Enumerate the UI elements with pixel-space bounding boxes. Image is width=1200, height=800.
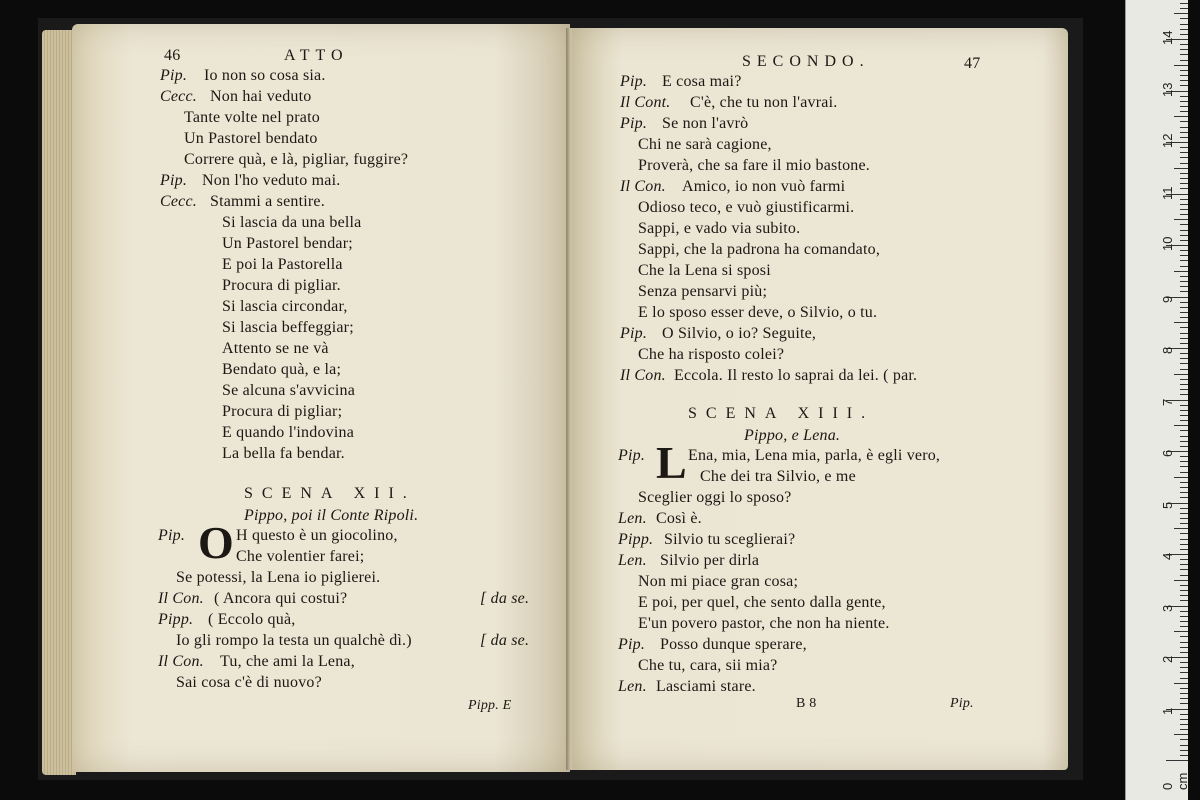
ruler-number: 7 (1160, 398, 1175, 406)
ruler-tick (1180, 420, 1188, 421)
ruler-number: 14 (1160, 30, 1175, 45)
ruler-tick (1180, 647, 1188, 648)
ruler-tick (1180, 611, 1188, 612)
verse-line: Tu, che ami la Lena, (220, 653, 355, 670)
right-page (572, 28, 1068, 770)
ruler-tick (1180, 54, 1188, 55)
ruler-tick (1180, 533, 1188, 534)
ruler-tick (1180, 106, 1188, 107)
speaker-tag: Pip. (160, 67, 188, 84)
verse-line: E quando l'indovina (222, 424, 354, 441)
ruler-number: 9 (1160, 295, 1175, 303)
ruler-tick (1180, 585, 1188, 586)
verse-line: Si lascia beffeggiar; (222, 319, 354, 336)
stage-direction: [ da se. (480, 590, 530, 607)
verse-line: Così è. (656, 510, 702, 527)
ruler-tick (1180, 230, 1188, 231)
verse-line: Che la Lena si sposi (638, 262, 771, 279)
ruler-tick (1180, 276, 1188, 277)
ruler-tick (1180, 523, 1188, 524)
ruler-tick (1174, 219, 1188, 220)
ruler-tick (1180, 152, 1188, 153)
verse-line: Amico, io non vuò farmi (682, 178, 846, 195)
ruler-tick (1180, 302, 1188, 303)
ruler-tick (1180, 672, 1188, 673)
verse-line: Eccola. Il resto lo saprai da lei. ( par. (674, 367, 918, 384)
ruler-number: 11 (1160, 186, 1175, 200)
ruler-tick (1180, 472, 1188, 473)
ruler-tick (1180, 384, 1188, 385)
ruler-number: 10 (1160, 236, 1175, 251)
signature-mark: B 8 (796, 696, 817, 711)
ruler-tick (1180, 127, 1188, 128)
ruler-tick (1180, 111, 1188, 112)
right-running-header: SECONDO. (742, 53, 870, 70)
ruler-number: 5 (1160, 501, 1175, 509)
ruler-tick (1180, 461, 1188, 462)
verse-line: Non l'ho veduto mai. (202, 172, 341, 189)
stage-direction: [ da se. (480, 632, 530, 649)
verse-line: Silvio tu sceglierai? (664, 531, 796, 548)
ruler-tick (1174, 477, 1188, 478)
ruler-tick (1180, 178, 1188, 179)
ruler-tick (1180, 405, 1188, 406)
ruler-tick (1180, 430, 1188, 431)
ruler-tick (1180, 121, 1188, 122)
ruler-tick (1180, 235, 1188, 236)
verse-line: Senza pensarvi più; (638, 283, 768, 300)
verse-line: Stammi a sentire. (210, 193, 325, 210)
ruler-tick (1180, 714, 1188, 715)
verse-line: Che dei tra Silvio, e me (700, 468, 856, 485)
verse-line: Si lascia circondar, (222, 298, 348, 315)
verse-line: Si lascia da una bella (222, 214, 362, 231)
ruler-number: 6 (1160, 449, 1175, 457)
measuring-ruler (1125, 0, 1188, 800)
catchword: Pip. (950, 696, 974, 711)
ruler-tick (1180, 8, 1188, 9)
scene-subtitle: Pippo, e Lena. (744, 427, 841, 444)
ruler-tick (1180, 358, 1188, 359)
speaker-tag: Pip. (160, 172, 188, 189)
scene-title: SCENA XII. (244, 485, 416, 502)
ruler-tick (1180, 132, 1188, 133)
ruler-tick (1174, 374, 1188, 375)
ruler-tick (1180, 487, 1188, 488)
ruler-tick (1180, 636, 1188, 637)
ruler-tick (1180, 626, 1188, 627)
ruler-tick (1180, 590, 1188, 591)
verse-line: Attento se ne và (222, 340, 329, 357)
ruler-tick (1180, 724, 1188, 725)
ruler-tick (1180, 266, 1188, 267)
ruler-tick (1180, 18, 1188, 19)
ruler-tick (1180, 80, 1188, 81)
ruler-tick (1180, 492, 1188, 493)
ruler-tick (1180, 29, 1188, 30)
ruler-tick (1180, 600, 1188, 601)
ruler-tick (1180, 188, 1188, 189)
speaker-tag: Pipp. (158, 611, 194, 628)
ruler-tick (1180, 518, 1188, 519)
page-edges (42, 30, 76, 775)
verse-line: E cosa mai? (662, 73, 742, 90)
ruler-tick (1174, 65, 1188, 66)
ruler-tick (1180, 513, 1188, 514)
ruler-tick (1180, 250, 1188, 251)
verse-line: Sappi, che la padrona ha comandato, (638, 241, 881, 258)
ruler-tick (1180, 436, 1188, 437)
verse-line: Ena, mia, Lena mia, parla, è egli vero, (688, 447, 941, 464)
verse-line: ( Ancora qui costui? (214, 590, 348, 607)
ruler-tick (1180, 286, 1188, 287)
ruler-tick (1180, 199, 1188, 200)
ruler-tick (1180, 544, 1188, 545)
ruler-tick (1180, 652, 1188, 653)
ruler-tick (1180, 96, 1188, 97)
speaker-tag: Len. (618, 552, 647, 569)
ruler-tick (1166, 760, 1188, 761)
speaker-tag: Il Con. (158, 653, 204, 670)
ruler-tick (1180, 739, 1188, 740)
ruler-tick (1180, 312, 1188, 313)
verse-line: Silvio per dirla (660, 552, 760, 569)
verse-line: Procura di pigliar. (222, 277, 341, 294)
ruler-tick (1180, 34, 1188, 35)
verse-line: Sai cosa c'è di nuovo? (176, 674, 322, 691)
verse-line: Posso dunque sperare, (660, 636, 807, 653)
ruler-tick (1180, 693, 1188, 694)
ruler-tick (1180, 147, 1188, 148)
ruler-tick (1174, 168, 1188, 169)
ruler-tick (1180, 204, 1188, 205)
ruler-tick (1180, 307, 1188, 308)
speaker-tag: Pip. (158, 527, 186, 544)
ruler-unit-label: 0 cm (1160, 772, 1190, 790)
ruler-tick (1180, 482, 1188, 483)
ruler-tick (1180, 745, 1188, 746)
verse-line: Lasciami stare. (656, 678, 756, 695)
ruler-tick (1180, 539, 1188, 540)
ruler-tick (1180, 497, 1188, 498)
ruler-tick (1174, 580, 1188, 581)
verse-line: Procura di pigliar; (222, 403, 343, 420)
verse-line: Proverà, che sa fare il mio bastone. (638, 157, 871, 174)
verse-line: Che ha risposto colei? (638, 346, 785, 363)
speaker-tag: Len. (618, 678, 647, 695)
speaker-tag: Pip. (620, 115, 648, 132)
verse-line: ( Eccolo quà, (208, 611, 296, 628)
ruler-tick (1180, 240, 1188, 241)
ruler-tick (1180, 44, 1188, 45)
ruler-tick (1180, 750, 1188, 751)
ruler-tick (1180, 379, 1188, 380)
ruler-tick (1180, 224, 1188, 225)
verse-line: Se potessi, la Lena io piglierei. (176, 569, 381, 586)
speaker-tag: Il Con. (620, 178, 666, 195)
verse-line: Sappi, e vado via subito. (638, 220, 801, 237)
ruler-tick (1180, 662, 1188, 663)
ruler-tick (1180, 70, 1188, 71)
ruler-tick (1180, 466, 1188, 467)
ruler-number: 4 (1160, 552, 1175, 560)
left-page-number: 46 (164, 47, 181, 64)
ruler-tick (1180, 394, 1188, 395)
speaker-tag: Cecc. (160, 193, 197, 210)
ruler-tick (1174, 425, 1188, 426)
ruler-tick (1180, 317, 1188, 318)
verse-line: Sceglier oggi lo sposo? (638, 489, 792, 506)
ruler-tick (1180, 446, 1188, 447)
drop-cap: O (198, 517, 234, 568)
ruler-tick (1180, 291, 1188, 292)
verse-line: Tante volte nel prato (184, 109, 320, 126)
verse-line: E poi, per quel, che sento dalla gente, (638, 594, 886, 611)
verse-line: Non mi piace gran cosa; (638, 573, 799, 590)
verse-line: Non hai veduto (210, 88, 312, 105)
ruler-tick (1180, 363, 1188, 364)
ruler-tick (1180, 569, 1188, 570)
ruler-number: 12 (1160, 133, 1175, 148)
ruler-number: 3 (1160, 604, 1175, 612)
ruler-tick (1174, 528, 1188, 529)
ruler-tick (1180, 49, 1188, 50)
ruler-tick (1180, 60, 1188, 61)
ruler-tick (1180, 183, 1188, 184)
ruler-tick (1180, 343, 1188, 344)
speaker-tag: Pip. (620, 325, 648, 342)
verse-line: C'è, che tu non l'avrai. (690, 94, 838, 111)
drop-cap: L (656, 437, 687, 488)
ruler-tick (1180, 549, 1188, 550)
verse-line: La bella fa bendar. (222, 445, 345, 462)
ruler-tick (1180, 456, 1188, 457)
ruler-tick (1180, 85, 1188, 86)
verse-line: Se non l'avrò (662, 115, 749, 132)
ruler-tick (1180, 729, 1188, 730)
ruler-tick (1174, 734, 1188, 735)
ruler-tick (1180, 667, 1188, 668)
scene-title: SCENA XIII. (688, 405, 875, 422)
speaker-tag: Len. (618, 510, 647, 527)
verse-line: Io non so cosa sia. (204, 67, 326, 84)
verse-line: Chi ne sarà cagione, (638, 136, 772, 153)
verse-line: Un Pastorel bendar; (222, 235, 353, 252)
verse-line: H questo è un giocolino, (236, 527, 398, 544)
ruler-tick (1180, 595, 1188, 596)
right-page-number: 47 (964, 55, 981, 72)
ruler-tick (1180, 678, 1188, 679)
ruler-tick (1180, 209, 1188, 210)
ruler-tick (1180, 575, 1188, 576)
verse-line: Un Pastorel bendato (184, 130, 318, 147)
verse-line: Io gli rompo la testa un qualchè dì.) (176, 632, 412, 649)
ruler-tick (1180, 75, 1188, 76)
scene-subtitle: Pippo, poi il Conte Ripoli. (244, 507, 419, 524)
ruler-tick (1180, 281, 1188, 282)
ruler-tick (1180, 688, 1188, 689)
ruler-tick (1180, 415, 1188, 416)
ruler-tick (1180, 327, 1188, 328)
ruler-number: 13 (1160, 82, 1175, 97)
catchword: Pipp. E (468, 698, 512, 713)
ruler-tick (1174, 271, 1188, 272)
ruler-tick (1180, 3, 1188, 4)
ruler-tick (1180, 755, 1188, 756)
speaker-tag: Cecc. (160, 88, 197, 105)
ruler-tick (1180, 338, 1188, 339)
verse-line: O Silvio, o io? Seguite, (662, 325, 817, 342)
ruler-tick (1180, 616, 1188, 617)
ruler-number: 2 (1160, 655, 1175, 663)
ruler-number: 8 (1160, 346, 1175, 354)
verse-line: E lo sposo esser deve, o Silvio, o tu. (638, 304, 878, 321)
left-page (72, 24, 570, 772)
speaker-tag: Pip. (618, 636, 646, 653)
verse-line: Odioso teco, e vuò giustificarmi. (638, 199, 855, 216)
ruler-tick (1180, 410, 1188, 411)
speaker-tag: Il Con. (620, 367, 666, 384)
verse-line: Che tu, cara, sii mia? (638, 657, 778, 674)
ruler-tick (1180, 441, 1188, 442)
ruler-tick (1174, 631, 1188, 632)
ruler-tick (1174, 322, 1188, 323)
ruler-tick (1180, 564, 1188, 565)
verse-line: E poi la Pastorella (222, 256, 343, 273)
speaker-tag: Pipp. (618, 531, 654, 548)
verse-line: E'un povero pastor, che non ha niente. (638, 615, 890, 632)
ruler-tick (1180, 163, 1188, 164)
ruler-tick (1180, 621, 1188, 622)
ruler-tick (1180, 389, 1188, 390)
ruler-tick (1174, 13, 1188, 14)
ruler-tick (1180, 255, 1188, 256)
ruler-tick (1180, 698, 1188, 699)
speaker-tag: Il Con. (158, 590, 204, 607)
ruler-tick (1180, 703, 1188, 704)
speaker-tag: Il Cont. (620, 94, 671, 111)
ruler-tick (1180, 369, 1188, 370)
ruler-tick (1174, 683, 1188, 684)
speaker-tag: Pip. (618, 447, 646, 464)
ruler-tick (1180, 508, 1188, 509)
ruler-tick (1180, 214, 1188, 215)
ruler-tick (1180, 719, 1188, 720)
ruler-tick (1180, 157, 1188, 158)
verse-line: Correre quà, e là, pigliar, fuggire? (184, 151, 409, 168)
ruler-tick (1180, 260, 1188, 261)
ruler-number: 1 (1160, 707, 1175, 715)
ruler-tick (1180, 101, 1188, 102)
ruler-tick (1180, 24, 1188, 25)
left-running-header: ATTO (284, 47, 349, 64)
ruler-tick (1174, 116, 1188, 117)
ruler-tick (1180, 333, 1188, 334)
verse-line: Bendato quà, e la; (222, 361, 342, 378)
ruler-tick (1180, 173, 1188, 174)
verse-line: Che volentier farei; (236, 548, 365, 565)
ruler-tick (1180, 559, 1188, 560)
verse-line: Se alcuna s'avvicina (222, 382, 356, 399)
ruler-tick (1180, 642, 1188, 643)
speaker-tag: Pip. (620, 73, 648, 90)
ruler-tick (1180, 137, 1188, 138)
ruler-tick (1180, 353, 1188, 354)
